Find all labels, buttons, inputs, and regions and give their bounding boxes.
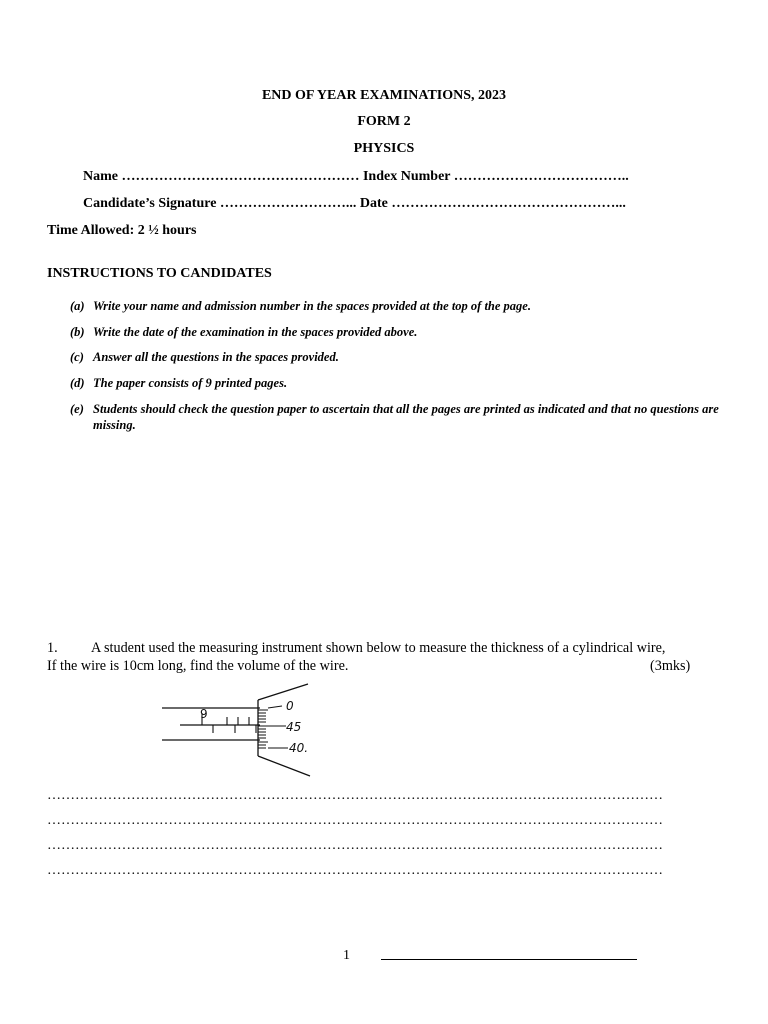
exam-subject: PHYSICS <box>353 141 415 156</box>
exam-form: FORM 2 <box>357 114 411 129</box>
instruction-item <box>70 375 720 391</box>
instruction-item <box>70 349 720 365</box>
thimble-label: 0 <box>286 699 294 713</box>
thimble-label: 45 <box>286 720 302 734</box>
instruction-text: Students should check the question paper to ascertain that all the pages are printed as indicated and that no questions are missing. <box>93 402 719 432</box>
exam-title: END OF YEAR EXAMINATIONS, 2023 <box>261 88 507 103</box>
signature-date-line: Candidate’s Signature ………………………... Date …………………………………………... <box>83 196 626 211</box>
answer-line[interactable]: …………………………………………………………………………………………………………………… <box>47 863 663 878</box>
thimble-label: 40. <box>289 741 309 755</box>
name-index-line: Name …………………………………………… Index Number ……………………………….. <box>83 169 629 184</box>
question-number: 1. <box>47 640 58 656</box>
question-text-line-1: A student used the measuring instrument shown below to measure the thickness of a cylindrical wire, <box>91 640 666 656</box>
page-number: 1 <box>343 948 350 963</box>
time-allowed: Time Allowed: 2 ½ hours <box>47 223 197 238</box>
answer-line[interactable]: …………………………………………………………………………………………………………………… <box>47 838 663 853</box>
micrometer-figure <box>140 680 340 785</box>
question-text-line-2: If the wire is 10cm long, find the volume of the wire. <box>47 658 349 674</box>
instruction-marker: (d) <box>70 376 85 390</box>
instruction-item <box>70 324 720 340</box>
instruction-marker: (c) <box>70 350 84 364</box>
instructions-heading: INSTRUCTIONS TO CANDIDATES <box>47 266 272 281</box>
instruction-text: Write the date of the examination in the spaces provided above. <box>93 325 418 339</box>
instruction-marker: (a) <box>70 299 85 313</box>
figure-background <box>140 680 340 785</box>
instruction-marker: (e) <box>70 402 84 416</box>
answer-line[interactable]: …………………………………………………………………………………………………………………… <box>47 788 663 803</box>
question-marks: (3mks) <box>650 658 691 674</box>
instruction-text: The paper consists of 9 printed pages. <box>93 376 288 390</box>
instruction-text: Answer all the questions in the spaces provided. <box>93 350 339 364</box>
answer-line[interactable]: …………………………………………………………………………………………………………………… <box>47 813 663 828</box>
instruction-item <box>70 298 720 314</box>
instruction-item <box>70 401 720 433</box>
footer-rule <box>381 959 637 960</box>
instruction-text: Write your name and admission number in the spaces provided at the top of the page. <box>93 299 531 313</box>
main-scale-digit: 9 <box>200 707 208 721</box>
instruction-marker: (b) <box>70 325 85 339</box>
